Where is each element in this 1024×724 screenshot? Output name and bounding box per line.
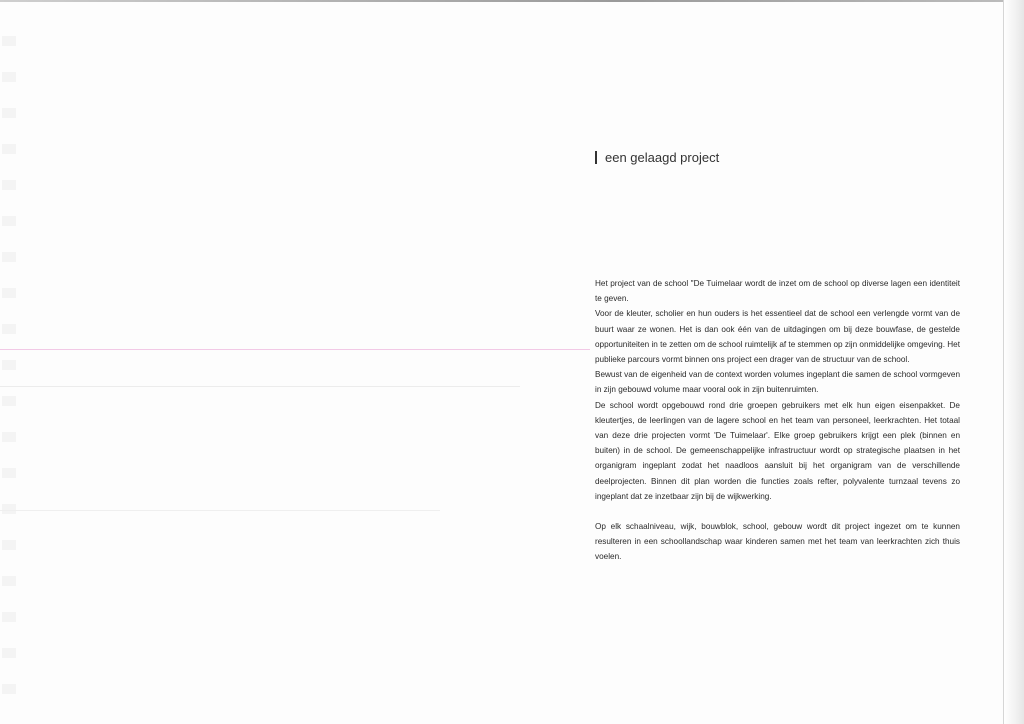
paragraph: De school wordt opgebouwd rond drie groepen gebruikers met elk hun eigen eisenpakket. De kleutertjes, de leerlingen van de lagere school en het team van personeel, leerkrachten. Het totaal van deze drie projecten vormt 'De Tuimelaar'. Elke groep gebruikers krijgt een plek (binnen en buiten) in de school. De gemeenschappelijke infrastructuur wordt op strategische plaatsen in het organigram ingeplant zodat het naadloos aansluit bij het organigram van de verschillende deelprojecten. Binnen dit plan worden die functies zoals refter, polyvalente turnzaal tevens zo ingeplant dat ze inzetbaar zijn bij de wijkwerking. [595,400,960,501]
scan-right-edge [1003,0,1024,724]
body-text [595,276,960,565]
paragraph: Op elk schaalniveau, wijk, bouwblok, school, gebouw wordt dit project ingezet om te kunnen resulteren in een schoollandschap waar kinderen samen met het team van leerkrachten zich thuis voelen. [595,522,960,562]
heading-title: een gelaagd project [605,150,720,165]
scan-line-pink [0,349,590,350]
section-heading [595,150,719,165]
scan-top-edge [0,0,1024,2]
paragraph: Bewust van de eigenheid van de context worden volumes ingeplant die samen de school vormgeven in zijn gebouwd volume maar vooral ook in zijn buitenruimten. [595,370,960,395]
paragraph: Voor de kleuter, scholier en hun ouders is het essentieel dat de school een verlengde vormt van de buurt waar ze wonen. Het is dan ook één van de uitdagingen om bij deze bouwfase, de gestelde opportuniteiten in te zetten om de school ruimtelijk af te stemmen op zijn onmiddelijke omgeving. Het publieke parcours vormt binnen ons project een drager van de structuur van de school. [595,309,960,365]
scan-line [0,510,440,511]
scan-bleed-through [2,10,16,710]
scan-line [0,386,520,387]
heading-bar [595,151,597,164]
paragraph: Het project van de school "De Tuimelaar wordt de inzet om de school op diverse lagen een identiteit te geven. [595,279,960,304]
